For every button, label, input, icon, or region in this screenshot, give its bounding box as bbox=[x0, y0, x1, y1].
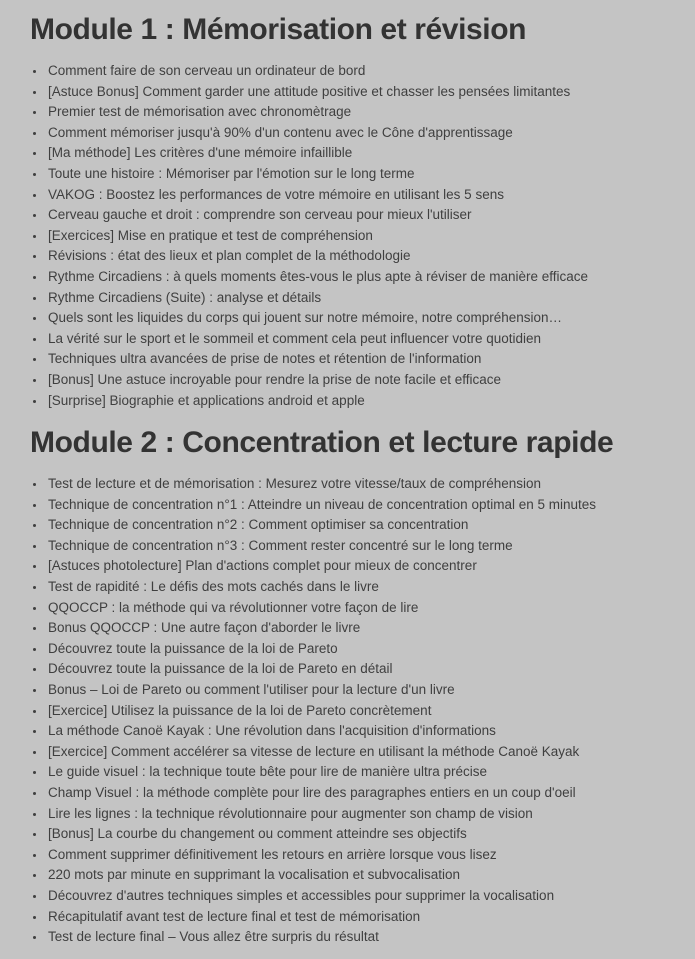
lesson-item: • [Astuce Bonus] Comment garder une attitude positive et chasser les pensées limitantes bbox=[46, 82, 673, 103]
lesson-item: • Comment mémoriser jusqu'à 90% d'un contenu avec le Cône d'apprentissage bbox=[46, 123, 673, 144]
lesson-item: • Bonus – Loi de Pareto ou comment l'utiliser pour la lecture d'un livre bbox=[46, 680, 673, 701]
lesson-item: • Techniques ultra avancées de prise de notes et rétention de l'information bbox=[46, 349, 673, 370]
lesson-item: • Le guide visuel : la technique toute bête pour lire de manière ultra précise bbox=[46, 762, 673, 783]
lesson-item: • [Astuces photolecture] Plan d'actions complet pour mieux de concentrer bbox=[46, 556, 673, 577]
lesson-item: • Comment faire de son cerveau un ordinateur de bord bbox=[46, 61, 673, 82]
lesson-item: • [Surprise] Biographie et applications android et apple bbox=[46, 391, 673, 412]
lesson-item: • Découvrez toute la puissance de la loi de Pareto bbox=[46, 639, 673, 660]
lesson-item: • [Ma méthode] Les critères d'une mémoire infaillible bbox=[46, 143, 673, 164]
lesson-item: • QQOCCP : la méthode qui va révolutionner votre façon de lire bbox=[46, 598, 673, 619]
module-1-section bbox=[30, 0, 673, 411]
lesson-item: • [Bonus] Une astuce incroyable pour rendre la prise de note facile et efficace bbox=[46, 370, 673, 391]
module-2-section bbox=[30, 425, 673, 948]
module-2-lesson-list bbox=[30, 474, 673, 948]
lesson-item: • [Exercice] Utilisez la puissance de la loi de Pareto concrètement bbox=[46, 701, 673, 722]
lesson-item: • Cerveau gauche et droit : comprendre son cerveau pour mieux l'utiliser bbox=[46, 205, 673, 226]
lesson-item: • VAKOG : Boostez les performances de votre mémoire en utilisant les 5 sens bbox=[46, 185, 673, 206]
lesson-item: • Découvrez toute la puissance de la loi de Pareto en détail bbox=[46, 659, 673, 680]
lesson-item: • Rythme Circadiens (Suite) : analyse et détails bbox=[46, 288, 673, 309]
lesson-item: • Quels sont les liquides du corps qui jouent sur notre mémoire, notre compréhension… bbox=[46, 308, 673, 329]
lesson-item: • Test de lecture et de mémorisation : Mesurez votre vitesse/taux de compréhension bbox=[46, 474, 673, 495]
lesson-item: • Découvrez d'autres techniques simples et accessibles pour supprimer la vocalisation bbox=[46, 886, 673, 907]
lesson-item: • Bonus QQOCCP : Une autre façon d'aborder le livre bbox=[46, 618, 673, 639]
lesson-item: • La méthode Canoë Kayak : Une révolution dans l'acquisition d'informations bbox=[46, 721, 673, 742]
lesson-item: • [Bonus] La courbe du changement ou comment atteindre ses objectifs bbox=[46, 824, 673, 845]
lesson-item: • 220 mots par minute en supprimant la vocalisation et subvocalisation bbox=[46, 865, 673, 886]
lesson-item: • Technique de concentration n°3 : Comment rester concentré sur le long terme bbox=[46, 536, 673, 557]
lesson-item: • Technique de concentration n°2 : Comment optimiser sa concentration bbox=[46, 515, 673, 536]
lesson-item: • Rythme Circadiens : à quels moments êtes-vous le plus apte à réviser de manière efficace bbox=[46, 267, 673, 288]
lesson-item: • Comment supprimer définitivement les retours en arrière lorsque vous lisez bbox=[46, 845, 673, 866]
module-2-title: Module 2 : Concentration et lecture rapide bbox=[30, 426, 614, 460]
lesson-item: • Technique de concentration n°1 : Atteindre un niveau de concentration optimal en 5 minutes bbox=[46, 495, 673, 516]
lesson-item: • Toute une histoire : Mémoriser par l'émotion sur le long terme bbox=[46, 164, 673, 185]
lesson-item: • [Exercice] Comment accélérer sa vitesse de lecture en utilisant la méthode Canoë Kayak bbox=[46, 742, 673, 763]
lesson-item: • Révisions : état des lieux et plan complet de la méthodologie bbox=[46, 246, 673, 267]
module-1-lesson-list bbox=[30, 61, 673, 411]
lesson-item: • Champ Visuel : la méthode complète pour lire des paragraphes entiers en un coup d'oeil bbox=[46, 783, 673, 804]
lesson-item: • [Exercices] Mise en pratique et test de compréhension bbox=[46, 226, 673, 247]
lesson-item: • Test de rapidité : Le défis des mots cachés dans le livre bbox=[46, 577, 673, 598]
lesson-item: • La vérité sur le sport et le sommeil et comment cela peut influencer votre quotidien bbox=[46, 329, 673, 350]
lesson-item: • Test de lecture final – Vous allez être surpris du résultat bbox=[46, 927, 673, 948]
module-1-title: Module 1 : Mémorisation et révision bbox=[30, 13, 527, 46]
lesson-item: • Lire les lignes : la technique révolutionnaire pour augmenter son champ de vision bbox=[46, 804, 673, 825]
lesson-item: • Récapitulatif avant test de lecture final et test de mémorisation bbox=[46, 907, 673, 928]
lesson-item: • Premier test de mémorisation avec chronomètrage bbox=[46, 102, 673, 123]
